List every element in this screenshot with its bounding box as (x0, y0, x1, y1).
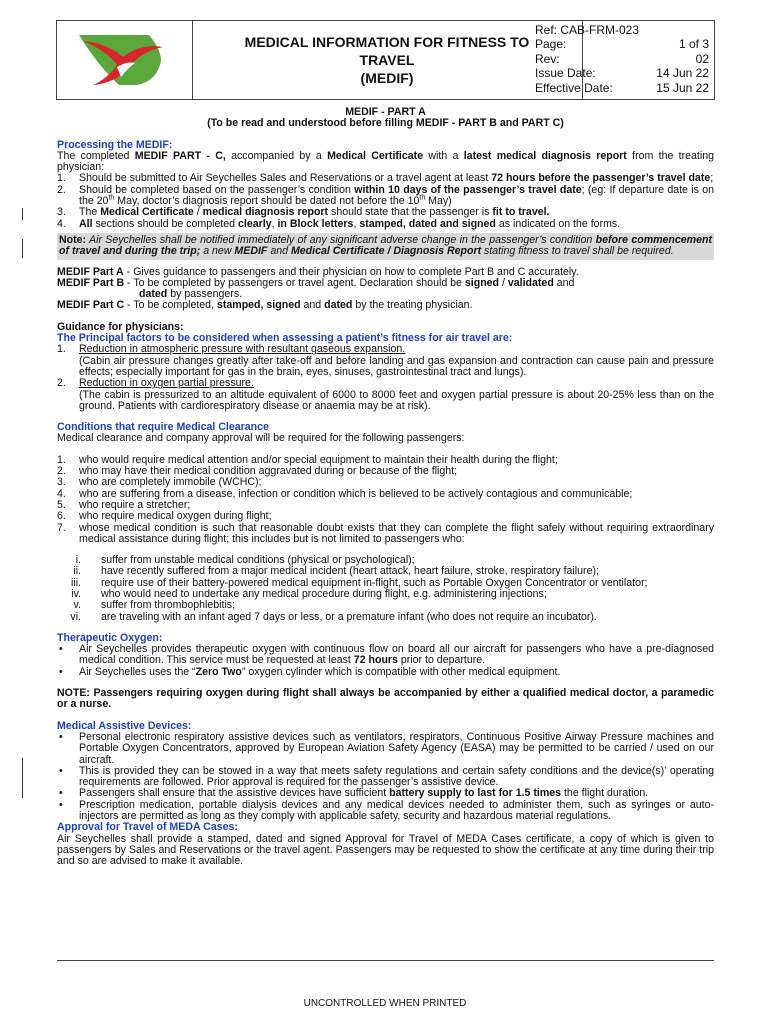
item-number: vi. (70, 610, 81, 623)
meta-label: Issue Date: (535, 66, 596, 81)
text: The completed (57, 149, 135, 162)
text-bold: dated (324, 299, 353, 312)
item-number: 1. (57, 172, 66, 185)
ref-number: Ref: CAB-FRM-023 (535, 23, 640, 37)
item-number: v. (73, 599, 81, 612)
meta-value: 14 Jun 22 (656, 66, 709, 81)
item-number: iv. (71, 587, 81, 600)
text: as indicated on the forms. (495, 217, 621, 230)
text: This is provided they can be stowed in a way that meets safety regulations and certain safety conditions and the device(s)’ operating requirements are followed. Prior approval is required for the passenger’s assistive device. (79, 764, 714, 789)
guidance-subheading: The Principal factors to be considered when assessing a patient’s fitness for air travel are: (57, 332, 513, 345)
footer-text: UNCONTROLLED WHEN PRINTED (303, 998, 467, 1009)
bullet-icon: • (59, 730, 63, 743)
text-bold: stamped, signed (216, 299, 301, 312)
devices-heading: Medical Assistive Devices: (57, 719, 192, 732)
device-bullet (57, 766, 714, 789)
text: The (79, 206, 101, 219)
text: who require medical oxygen during flight; (79, 510, 272, 523)
text: prior to departure. (397, 654, 486, 667)
text: (The cabin is pressurized to an altitude equivalent of 6000 to 8000 feet and oxygen partial pressure is about 20-25% less than on the ground. Patients with cardiorespiratory disease or anaemia may be at risk). (79, 388, 714, 412)
text-bold: MEDIF PART - C, (134, 149, 226, 162)
part-a-subtitle: (To be read and understood before filling MEDIF - PART B and PART C) (207, 117, 564, 130)
processing-intro (57, 151, 714, 174)
item-number: i. (75, 554, 81, 567)
item-number: 1. (57, 343, 66, 356)
text-bold: Zero Two (195, 665, 242, 678)
title-line: (MEDIF) (360, 70, 414, 86)
processing-heading: Processing the MEDIF: (57, 138, 173, 151)
text: - To be completed by passengers or travel agent. Declaration should be (124, 276, 465, 289)
item-number: 1. (57, 453, 66, 466)
text: should state that the passenger is (328, 206, 493, 219)
item-number: ii. (73, 565, 81, 578)
text-bold: medical diagnosis report (202, 206, 329, 219)
meda-heading: Approval for Travel of MEDA Cases: (57, 821, 238, 834)
text-bold: signed (464, 276, 500, 289)
bullet-icon: • (59, 764, 63, 777)
text: and (553, 276, 575, 289)
text: Personal electronic respiratory assistive devices such as ventilators, respirators, Continuous Positive Airway Pressure machines and Portable Oxygen Concentrators, approved by European Aviation Safety Agency (EASA) may be permitted to be carried / used on our aircraft. (79, 730, 714, 766)
text: Prescription medication, portable dialysis devices and any medical devices needed to administer them, such as syringes or auto-injectors are permitted as long as they comply with applicable safety, security and hazardous material regulations. (79, 798, 714, 823)
text: Passengers shall ensure that the assistive devices have sufficient (79, 787, 390, 800)
text-bold: 72 hours (353, 654, 398, 667)
text: who would need to undertake any medical procedure during flight, e.g. administering injections; (101, 587, 547, 600)
text: , (353, 217, 360, 230)
processing-item (57, 185, 714, 208)
text-bold: stamped, dated and signed (359, 217, 496, 230)
text-bold: Medical Certificate (327, 149, 424, 162)
processing-item (57, 219, 714, 230)
text: Should be submitted to Air Seychelles Sales and Reservations or a travel agent at least (79, 172, 492, 185)
text: with a (423, 149, 464, 162)
text-bold: All (79, 217, 93, 230)
text: by the treating physician. (352, 299, 473, 312)
item-number: 7. (57, 521, 66, 534)
superscript: th (108, 194, 115, 202)
oxygen-bullet (57, 667, 714, 678)
note-box (57, 233, 714, 260)
text-underlined: Reduction in oxygen partial pressure. (79, 377, 254, 390)
condition-item (57, 523, 714, 546)
text: accompanied by a (225, 149, 328, 162)
document-title (192, 21, 583, 99)
change-bar (22, 208, 23, 220)
meta-label: Rev: (535, 51, 560, 66)
header-table (56, 20, 715, 100)
text: who would require medical attention and/or special equipment to maintain their health during the flight; (79, 453, 558, 466)
device-bullet (57, 800, 714, 823)
text: the flight duration. (561, 787, 649, 800)
superscript: th (419, 194, 426, 202)
text: who may have their medical condition aggravated during or because of the flight; (79, 465, 458, 478)
text: - Gives guidance to passengers and their physician on how to complete Part B and C accurately. (123, 265, 579, 278)
text: Should be completed based on the passenger’s condition (79, 183, 355, 196)
effective-date-row (535, 81, 715, 95)
meta-value: 1 of 3 (678, 37, 709, 52)
meta-value: 15 Jun 22 (656, 80, 709, 95)
title-line: MEDICAL INFORMATION FOR FITNESS TO (244, 34, 530, 50)
text-bold: MEDIF Part C (57, 299, 125, 312)
conditions-intro: Medical clearance and company approval will be required for the following passengers: (57, 432, 465, 445)
text: who are suffering from a disease, infection or condition which is believed to be actively contagious and communicable; (79, 487, 633, 500)
text: - To be completed, (124, 299, 217, 312)
text-bold: validated (507, 276, 554, 289)
document-body (57, 107, 714, 868)
text-bold: within 10 days of the passenger’s travel date (354, 183, 582, 196)
oxygen-heading: Therapeutic Oxygen: (57, 631, 163, 644)
item-number: 2. (57, 377, 66, 390)
text: from the treating physician: (57, 149, 714, 174)
meta-label: Effective Date: (535, 80, 613, 95)
bullet-icon: • (59, 665, 63, 678)
text: are traveling with an infant aged 7 days or less, or a premature infant (who does not require an incubator). (101, 610, 597, 623)
meta-label: Page: (535, 37, 567, 52)
text-bold: MEDIF Part A (57, 265, 124, 278)
text-italic: Air Seychelles shall be notified immediately of any significant adverse change in the passenger’s condition (86, 233, 596, 246)
logo-cell (57, 21, 193, 99)
text-bold: clearly (238, 217, 272, 230)
bottom-rule (57, 960, 714, 961)
text-bold: MEDIF Part B (57, 276, 125, 289)
page-row (535, 37, 715, 51)
text: and (300, 299, 325, 312)
text: / (193, 206, 203, 219)
text-bold: dated (139, 288, 168, 301)
text: , (271, 217, 278, 230)
text: / (499, 276, 508, 289)
text-italic: stating fitness to travel shall be required. (481, 245, 674, 258)
text: (Cabin air pressure changes greatly after take-off and before landing and gas expansion and contraction can cause pain and pressure effects; especially important for gas in the brain, eyes, sinuses, gastrointestinal tract and lungs). (79, 354, 714, 378)
device-bullet (57, 732, 714, 766)
text: ” oxygen cylinder which is compatible with other medical equipment. (241, 665, 561, 678)
title-line: TRAVEL (359, 52, 415, 68)
meda-text: Air Seychelles shall provide a stamped, dated and signed Approval for Travel of MEDA Cases certificate, a copy of which is given to passengers by Sales and Reservations or the travel agent. Passengers may be requested to show the certificate at any time during their trip and so are advised to make it available. (57, 832, 714, 868)
text-bold: latest medical diagnosis report (463, 149, 627, 162)
item-number: 2. (57, 465, 66, 478)
change-bar (22, 758, 23, 798)
text: May) (425, 195, 452, 208)
part-a-title: MEDIF - PART A (345, 106, 426, 118)
text: ; (eg: If departure date is on the 20 (79, 183, 714, 208)
item-number: 6. (57, 510, 66, 523)
text: suffer from unstable medical conditions (physical or psychological); (101, 554, 415, 567)
text-bold: fit to travel. (492, 206, 550, 219)
bullet-icon: • (59, 787, 63, 800)
text: have recently suffered from a major medical incident (heart attack, heart failure, stroke, respiratory failure); (101, 565, 599, 578)
text: Air Seychelles uses the “ (79, 665, 196, 678)
guidance-item (57, 344, 714, 378)
meta-value: 02 (695, 51, 709, 66)
oxygen-bullet (57, 644, 714, 667)
conditions-heading: Conditions that require Medical Clearance (57, 421, 269, 434)
guidance-heading: Guidance for physicians: (57, 320, 184, 333)
condition-subitem (57, 612, 714, 623)
text: by passengers. (167, 288, 243, 301)
text: suffer from thrombophlebitis; (101, 599, 236, 612)
item-number: 3. (57, 206, 66, 219)
text-bold: Medical Certificate (100, 206, 194, 219)
text-bold-italic: MEDIF (234, 245, 268, 258)
text-bold-italic: Medical Certificate / Diagnosis Report (290, 245, 482, 258)
item-number: 5. (57, 498, 66, 511)
text-bold: in Block letters (277, 217, 354, 230)
item-number: iii. (70, 576, 81, 589)
text: require use of their battery-powered medical equipment in-flight, such as Portable Oxygen Concentrator or ventilator; (101, 576, 648, 589)
bullet-icon: • (59, 643, 63, 656)
text: sections should be completed (92, 217, 239, 230)
text: ; (710, 172, 714, 185)
text-bold-italic: before commencement of travel and during the trip; (59, 233, 712, 258)
issue-date-row (535, 66, 715, 80)
text-italic: a new (200, 245, 235, 258)
item-number: 2. (57, 183, 66, 196)
air-seychelles-logo-icon (57, 21, 192, 99)
rev-row (535, 52, 715, 66)
note-label: Note: (59, 233, 87, 246)
text-bold: battery supply to last for 1.5 times (389, 787, 562, 800)
text: who require a stretcher; (79, 498, 191, 511)
part-c-description (57, 300, 714, 311)
guidance-item (57, 378, 714, 412)
text: whose medical condition is such that reasonable doubt exists that they can complete the flight safely without requiring extraordinary medical assistance during flight; this includes but is not limited to passengers who: (79, 521, 714, 545)
text: May, doctor’s diagnosis report should be dated not before the 10 (114, 195, 420, 208)
bullet-icon: • (59, 798, 63, 811)
document-meta (535, 23, 715, 95)
text: who are completely immobile (WCHC); (79, 476, 262, 489)
text: Air Seychelles provides therapeutic oxygen with continuous flow on board all our aircraft for passengers who have a pre-diagnosed medical condition. This service must be requested at least (79, 643, 714, 667)
item-number: 4. (57, 217, 66, 230)
change-bar (22, 239, 23, 258)
text-underlined: Reduction in atmospheric pressure with resultant gaseous expansion. (79, 343, 406, 356)
oxygen-note: NOTE: Passengers requiring oxygen during flight shall always be accompanied by either a qualified medical doctor, a paramedic or a nurse. (57, 687, 714, 711)
item-number: 3. (57, 476, 66, 489)
item-number: 4. (57, 487, 66, 500)
text-bold: 72 hours before the passenger’s travel date (491, 172, 711, 185)
text-italic: and (267, 245, 291, 258)
